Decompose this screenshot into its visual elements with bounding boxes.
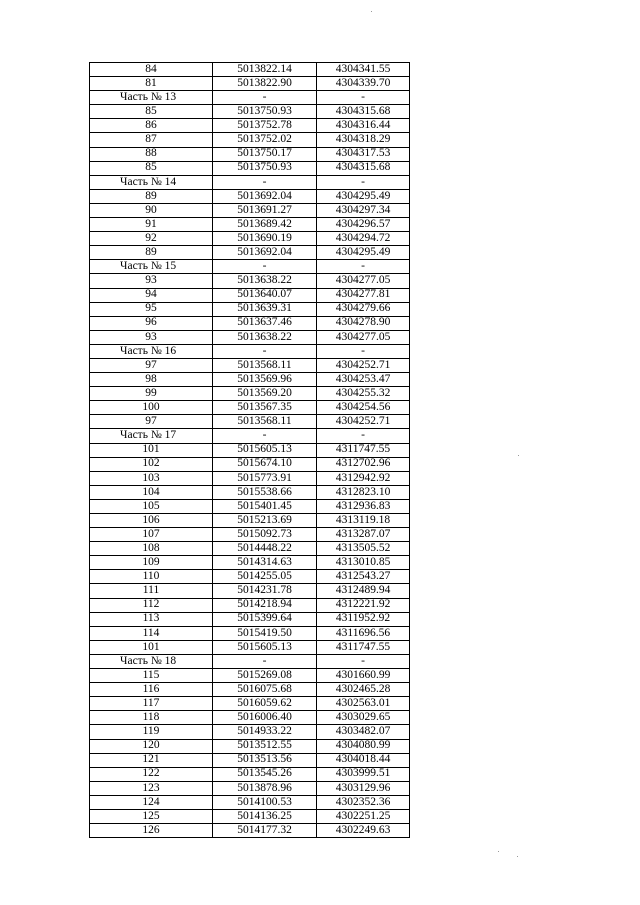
x-coordinate-cell: 5013569.96 — [213, 373, 317, 387]
table-row — [90, 711, 410, 725]
y-coordinate-cell: - — [317, 91, 410, 105]
table-row — [90, 415, 410, 429]
x-coordinate-cell: 5013513.56 — [213, 753, 317, 767]
x-coordinate-cell: 5015773.91 — [213, 471, 317, 485]
x-coordinate-cell: 5013692.04 — [213, 189, 317, 203]
y-coordinate-cell: - — [317, 654, 410, 668]
x-coordinate-cell: 5013690.19 — [213, 232, 317, 246]
part-header-row — [90, 175, 410, 189]
table-row — [90, 542, 410, 556]
table-row — [90, 556, 410, 570]
table-row — [90, 795, 410, 809]
y-coordinate-cell: 4312543.27 — [317, 570, 410, 584]
x-coordinate-cell: 5014100.53 — [213, 795, 317, 809]
point-number-cell: 117 — [90, 697, 213, 711]
point-number-cell: 96 — [90, 316, 213, 330]
x-coordinate-cell: 5013569.20 — [213, 387, 317, 401]
point-number-cell: 97 — [90, 415, 213, 429]
x-coordinate-cell: - — [213, 260, 317, 274]
table-row — [90, 739, 410, 753]
point-number-cell: 97 — [90, 358, 213, 372]
x-coordinate-cell: 5013689.42 — [213, 218, 317, 232]
y-coordinate-cell: 4312702.96 — [317, 457, 410, 471]
table-row — [90, 584, 410, 598]
y-coordinate-cell: 4304018.44 — [317, 753, 410, 767]
y-coordinate-cell: 4304279.66 — [317, 302, 410, 316]
point-number-cell: 93 — [90, 330, 213, 344]
x-coordinate-cell: 5015674.10 — [213, 457, 317, 471]
part-label-cell: Часть № 15 — [90, 260, 213, 274]
y-coordinate-cell: 4304278.90 — [317, 316, 410, 330]
x-coordinate-cell: 5015092.73 — [213, 528, 317, 542]
point-number-cell: 89 — [90, 189, 213, 203]
y-coordinate-cell: 4311747.55 — [317, 640, 410, 654]
point-number-cell: 108 — [90, 542, 213, 556]
part-header-row — [90, 654, 410, 668]
x-coordinate-cell: 5015605.13 — [213, 640, 317, 654]
y-coordinate-cell: 4312936.83 — [317, 499, 410, 513]
x-coordinate-cell: 5013822.90 — [213, 77, 317, 91]
point-number-cell: 123 — [90, 781, 213, 795]
point-number-cell: 122 — [90, 767, 213, 781]
table-row — [90, 133, 410, 147]
x-coordinate-cell: - — [213, 654, 317, 668]
point-number-cell: 125 — [90, 809, 213, 823]
y-coordinate-cell: 4304080.99 — [317, 739, 410, 753]
point-number-cell: 84 — [90, 63, 213, 77]
table-row — [90, 401, 410, 415]
table-row — [90, 330, 410, 344]
part-label-cell: Часть № 18 — [90, 654, 213, 668]
y-coordinate-cell: 4312942.92 — [317, 471, 410, 485]
point-number-cell: 120 — [90, 739, 213, 753]
x-coordinate-cell: 5013750.17 — [213, 147, 317, 161]
table-row — [90, 232, 410, 246]
x-coordinate-cell: 5013750.93 — [213, 161, 317, 175]
point-number-cell: 95 — [90, 302, 213, 316]
coordinates-table — [89, 62, 410, 838]
x-coordinate-cell: 5013640.07 — [213, 288, 317, 302]
x-coordinate-cell: 5015213.69 — [213, 514, 317, 528]
table-row — [90, 824, 410, 838]
table-row — [90, 809, 410, 823]
y-coordinate-cell: 4304252.71 — [317, 415, 410, 429]
y-coordinate-cell: - — [317, 344, 410, 358]
table-row — [90, 387, 410, 401]
x-coordinate-cell: 5013692.04 — [213, 246, 317, 260]
table-row — [90, 598, 410, 612]
y-coordinate-cell: 4304277.81 — [317, 288, 410, 302]
x-coordinate-cell: 5013691.27 — [213, 203, 317, 217]
y-coordinate-cell: 4302465.28 — [317, 683, 410, 697]
table-row — [90, 767, 410, 781]
point-number-cell: 100 — [90, 401, 213, 415]
y-coordinate-cell: 4304252.71 — [317, 358, 410, 372]
y-coordinate-cell: 4304297.34 — [317, 203, 410, 217]
x-coordinate-cell: 5013639.31 — [213, 302, 317, 316]
y-coordinate-cell: 4304296.57 — [317, 218, 410, 232]
part-label-cell: Часть № 13 — [90, 91, 213, 105]
table-row — [90, 218, 410, 232]
x-coordinate-cell: 5014218.94 — [213, 598, 317, 612]
point-number-cell: 113 — [90, 612, 213, 626]
y-coordinate-cell: 4311952.92 — [317, 612, 410, 626]
y-coordinate-cell: 4303129.96 — [317, 781, 410, 795]
scan-speck — [498, 851, 499, 852]
x-coordinate-cell: 5013568.11 — [213, 415, 317, 429]
y-coordinate-cell: 4302352.36 — [317, 795, 410, 809]
point-number-cell: 115 — [90, 669, 213, 683]
x-coordinate-cell: 5014448.22 — [213, 542, 317, 556]
x-coordinate-cell: 5013638.22 — [213, 274, 317, 288]
x-coordinate-cell: 5013822.14 — [213, 63, 317, 77]
y-coordinate-cell: 4311747.55 — [317, 443, 410, 457]
point-number-cell: 89 — [90, 246, 213, 260]
table-row — [90, 274, 410, 288]
x-coordinate-cell: 5013637.46 — [213, 316, 317, 330]
x-coordinate-cell: - — [213, 344, 317, 358]
table-row — [90, 499, 410, 513]
scan-speck — [517, 856, 518, 857]
x-coordinate-cell: 5015399.64 — [213, 612, 317, 626]
scan-speck — [518, 455, 519, 456]
point-number-cell: 105 — [90, 499, 213, 513]
point-number-cell: 88 — [90, 147, 213, 161]
x-coordinate-cell: 5015401.45 — [213, 499, 317, 513]
x-coordinate-cell: 5014231.78 — [213, 584, 317, 598]
x-coordinate-cell: 5014255.05 — [213, 570, 317, 584]
point-number-cell: 114 — [90, 626, 213, 640]
point-number-cell: 102 — [90, 457, 213, 471]
x-coordinate-cell: 5014314.63 — [213, 556, 317, 570]
point-number-cell: 93 — [90, 274, 213, 288]
part-header-row — [90, 91, 410, 105]
table-row — [90, 358, 410, 372]
y-coordinate-cell: - — [317, 260, 410, 274]
part-header-row — [90, 260, 410, 274]
x-coordinate-cell: 5013638.22 — [213, 330, 317, 344]
part-label-cell: Часть № 17 — [90, 429, 213, 443]
point-number-cell: 90 — [90, 203, 213, 217]
y-coordinate-cell: 4304253.47 — [317, 373, 410, 387]
point-number-cell: 81 — [90, 77, 213, 91]
x-coordinate-cell: 5016059.62 — [213, 697, 317, 711]
y-coordinate-cell: 4304339.70 — [317, 77, 410, 91]
table-row — [90, 147, 410, 161]
point-number-cell: 111 — [90, 584, 213, 598]
table-row — [90, 669, 410, 683]
table-row — [90, 302, 410, 316]
table-row — [90, 514, 410, 528]
scan-speck — [371, 11, 372, 12]
point-number-cell: 99 — [90, 387, 213, 401]
x-coordinate-cell: 5016006.40 — [213, 711, 317, 725]
y-coordinate-cell: 4304317.53 — [317, 147, 410, 161]
y-coordinate-cell: 4313119.18 — [317, 514, 410, 528]
part-label-cell: Часть № 14 — [90, 175, 213, 189]
y-coordinate-cell: 4304316.44 — [317, 119, 410, 133]
point-number-cell: 104 — [90, 485, 213, 499]
table-row — [90, 612, 410, 626]
y-coordinate-cell: 4313287.07 — [317, 528, 410, 542]
point-number-cell: 86 — [90, 119, 213, 133]
x-coordinate-cell: 5013567.35 — [213, 401, 317, 415]
point-number-cell: 112 — [90, 598, 213, 612]
x-coordinate-cell: 5013752.78 — [213, 119, 317, 133]
point-number-cell: 126 — [90, 824, 213, 838]
point-number-cell: 85 — [90, 105, 213, 119]
y-coordinate-cell: 4311696.56 — [317, 626, 410, 640]
y-coordinate-cell: 4304254.56 — [317, 401, 410, 415]
x-coordinate-cell: 5013878.96 — [213, 781, 317, 795]
y-coordinate-cell: 4304277.05 — [317, 330, 410, 344]
table-row — [90, 161, 410, 175]
point-number-cell: 92 — [90, 232, 213, 246]
y-coordinate-cell: 4303482.07 — [317, 725, 410, 739]
table-row — [90, 485, 410, 499]
y-coordinate-cell: 4312221.92 — [317, 598, 410, 612]
point-number-cell: 124 — [90, 795, 213, 809]
point-number-cell: 118 — [90, 711, 213, 725]
point-number-cell: 103 — [90, 471, 213, 485]
y-coordinate-cell: - — [317, 429, 410, 443]
table-row — [90, 640, 410, 654]
x-coordinate-cell: 5013568.11 — [213, 358, 317, 372]
x-coordinate-cell: - — [213, 429, 317, 443]
y-coordinate-cell: 4302249.63 — [317, 824, 410, 838]
point-number-cell: 87 — [90, 133, 213, 147]
table-row — [90, 781, 410, 795]
x-coordinate-cell: 5015538.66 — [213, 485, 317, 499]
point-number-cell: 101 — [90, 443, 213, 457]
table-row — [90, 189, 410, 203]
table-row — [90, 570, 410, 584]
x-coordinate-cell: 5013512.55 — [213, 739, 317, 753]
point-number-cell: 109 — [90, 556, 213, 570]
y-coordinate-cell: 4303029.65 — [317, 711, 410, 725]
part-header-row — [90, 429, 410, 443]
x-coordinate-cell: 5015605.13 — [213, 443, 317, 457]
table-row — [90, 316, 410, 330]
x-coordinate-cell: 5013545.26 — [213, 767, 317, 781]
table-row — [90, 63, 410, 77]
y-coordinate-cell: 4301660.99 — [317, 669, 410, 683]
point-number-cell: 101 — [90, 640, 213, 654]
table-row — [90, 119, 410, 133]
point-number-cell: 116 — [90, 683, 213, 697]
table-row — [90, 373, 410, 387]
coordinates-table-body — [90, 63, 410, 838]
y-coordinate-cell: 4304295.49 — [317, 246, 410, 260]
table-row — [90, 246, 410, 260]
y-coordinate-cell: 4313505.52 — [317, 542, 410, 556]
point-number-cell: 98 — [90, 373, 213, 387]
point-number-cell: 91 — [90, 218, 213, 232]
x-coordinate-cell: 5014933.22 — [213, 725, 317, 739]
x-coordinate-cell: 5014136.25 — [213, 809, 317, 823]
y-coordinate-cell: 4304315.68 — [317, 161, 410, 175]
y-coordinate-cell: 4302251.25 — [317, 809, 410, 823]
y-coordinate-cell: 4304295.49 — [317, 189, 410, 203]
point-number-cell: 106 — [90, 514, 213, 528]
y-coordinate-cell: 4312823.10 — [317, 485, 410, 499]
y-coordinate-cell: 4304315.68 — [317, 105, 410, 119]
y-coordinate-cell: 4303999.51 — [317, 767, 410, 781]
y-coordinate-cell: 4304341.55 — [317, 63, 410, 77]
table-row — [90, 626, 410, 640]
y-coordinate-cell: 4304318.29 — [317, 133, 410, 147]
x-coordinate-cell: - — [213, 175, 317, 189]
x-coordinate-cell: 5013750.93 — [213, 105, 317, 119]
x-coordinate-cell: 5015419.50 — [213, 626, 317, 640]
point-number-cell: 94 — [90, 288, 213, 302]
part-header-row — [90, 344, 410, 358]
table-row — [90, 753, 410, 767]
table-row — [90, 203, 410, 217]
part-label-cell: Часть № 16 — [90, 344, 213, 358]
point-number-cell: 121 — [90, 753, 213, 767]
point-number-cell: 119 — [90, 725, 213, 739]
y-coordinate-cell: 4304277.05 — [317, 274, 410, 288]
table-row — [90, 77, 410, 91]
x-coordinate-cell: 5016075.68 — [213, 683, 317, 697]
x-coordinate-cell: 5015269.08 — [213, 669, 317, 683]
x-coordinate-cell: - — [213, 91, 317, 105]
y-coordinate-cell: 4313010.85 — [317, 556, 410, 570]
table-row — [90, 528, 410, 542]
y-coordinate-cell: - — [317, 175, 410, 189]
y-coordinate-cell: 4312489.94 — [317, 584, 410, 598]
table-row — [90, 443, 410, 457]
x-coordinate-cell: 5014177.32 — [213, 824, 317, 838]
table-row — [90, 471, 410, 485]
point-number-cell: 107 — [90, 528, 213, 542]
y-coordinate-cell: 4304294.72 — [317, 232, 410, 246]
y-coordinate-cell: 4302563.01 — [317, 697, 410, 711]
point-number-cell: 110 — [90, 570, 213, 584]
point-number-cell: 85 — [90, 161, 213, 175]
table-row — [90, 288, 410, 302]
x-coordinate-cell: 5013752.02 — [213, 133, 317, 147]
table-row — [90, 105, 410, 119]
table-row — [90, 725, 410, 739]
table-row — [90, 697, 410, 711]
table-row — [90, 683, 410, 697]
y-coordinate-cell: 4304255.32 — [317, 387, 410, 401]
table-row — [90, 457, 410, 471]
